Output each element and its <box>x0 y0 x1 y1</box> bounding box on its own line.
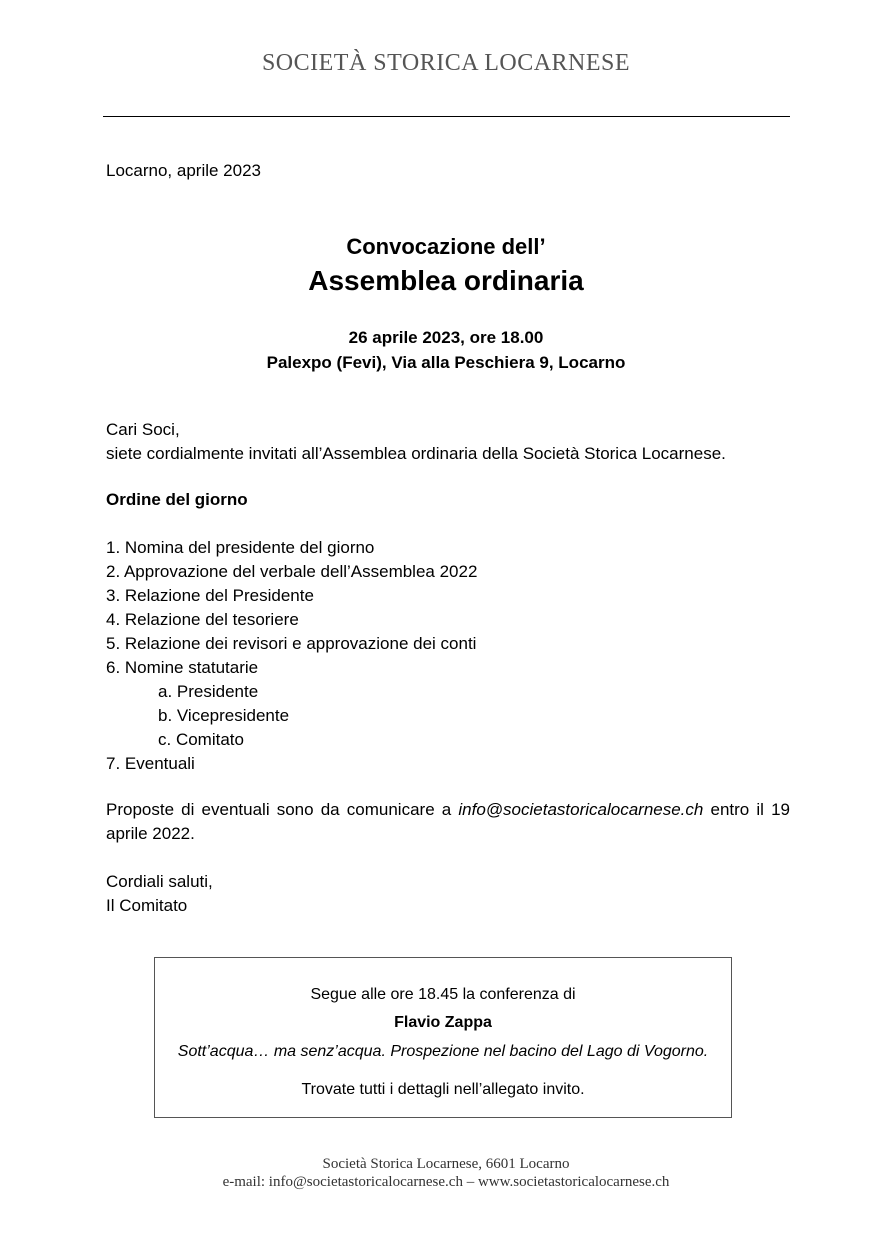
organization-header: SOCIETÀ STORICA LOCARNESE <box>261 50 631 76</box>
agenda-item: 5. Relazione dei revisori e approvazione dei conti <box>106 634 477 653</box>
closing-signature: Il Comitato <box>106 896 188 915</box>
agenda-subitem: a. Presidente <box>158 682 259 701</box>
proposals-paragraph <box>106 798 790 846</box>
header-divider <box>103 116 790 117</box>
lecture-intro: Segue alle ore 18.45 la conferenza di <box>310 986 576 1003</box>
proposals-email-link[interactable]: info@societastoricalocarnese.ch <box>458 800 704 819</box>
place-date: Locarno, aprile 2023 <box>106 161 262 180</box>
footer-contacts: e-mail: info@societastoricalocarnese.ch – www.societastoricalocarnese.ch <box>222 1174 670 1190</box>
title-convocation: Convocazione dell’ <box>346 234 546 259</box>
agenda-subitem: c. Comitato <box>158 730 244 749</box>
agenda-item: 6. Nomine statutarie <box>106 658 259 677</box>
proposals-text-before: Proposte di eventuali sono da comunicare a <box>106 800 459 819</box>
agenda-item: 2. Approvazione del verbale dell’Assemblea 2022 <box>106 562 478 581</box>
footer-address: Società Storica Locarnese, 6601 Locarno <box>322 1156 570 1172</box>
agenda-heading: Ordine del giorno <box>106 490 248 509</box>
meeting-location: Palexpo (Fevi), Via alla Peschiera 9, Locarno <box>266 353 626 372</box>
title-assembly: Assemblea ordinaria <box>308 265 584 296</box>
lecture-speaker: Flavio Zappa <box>394 1014 492 1031</box>
closing-salutation: Cordiali saluti, <box>106 872 213 891</box>
lecture-title: Sott’acqua… ma senz’acqua. Prospezione nel bacino del Lago di Vogorno. <box>177 1043 709 1060</box>
invitation-text: siete cordialmente invitati all’Assemblea ordinaria della Società Storica Locarnese. <box>106 444 726 463</box>
agenda-item: 3. Relazione del Presidente <box>106 586 314 605</box>
agenda-item: 4. Relazione del tesoriere <box>106 610 299 629</box>
lecture-details: Trovate tutti i dettagli nell’allegato invito. <box>301 1081 585 1098</box>
greeting-paragraph <box>106 418 790 466</box>
lecture-box <box>154 957 732 1118</box>
closing <box>106 870 790 918</box>
meeting-date-time: 26 aprile 2023, ore 18.00 <box>348 328 544 347</box>
agenda-item: 7. Eventuali <box>106 754 195 773</box>
agenda-item: 1. Nomina del presidente del giorno <box>106 538 375 557</box>
agenda-list <box>106 536 790 776</box>
salutation: Cari Soci, <box>106 420 180 439</box>
proposals-text-after: entro il 19 aprile 2022. <box>106 800 790 843</box>
agenda-subitem: b. Vicepresidente <box>158 706 290 725</box>
